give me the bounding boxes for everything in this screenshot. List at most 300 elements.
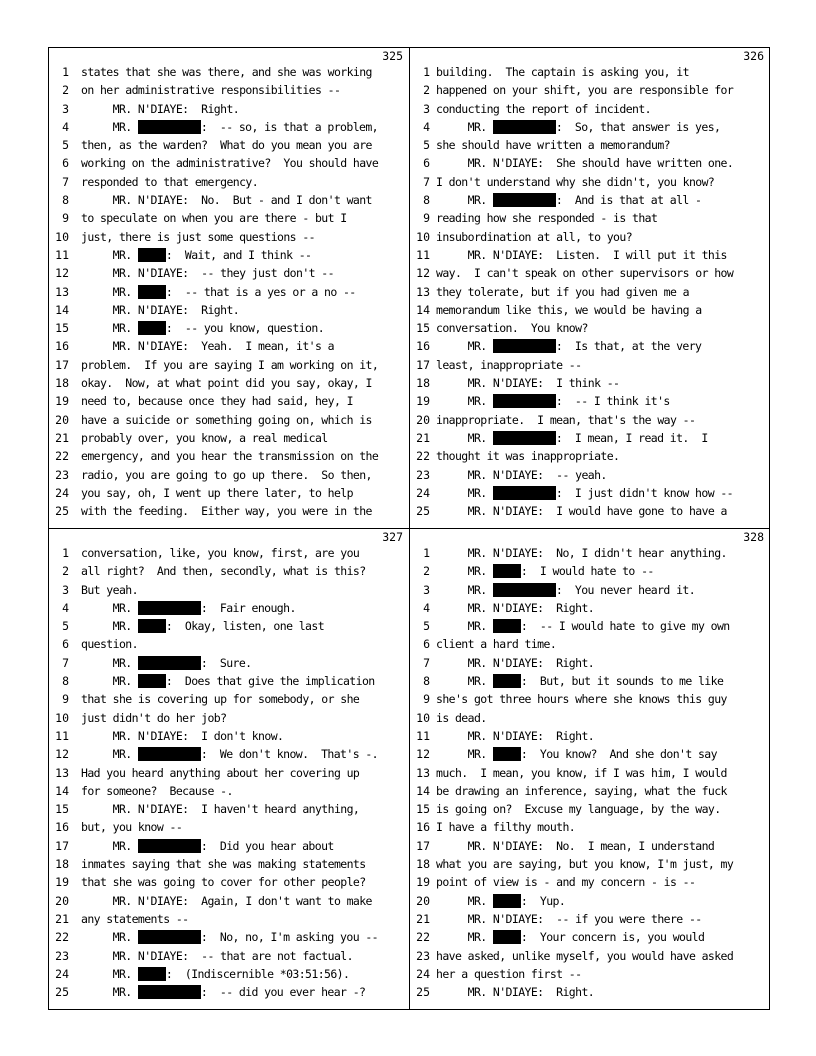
line-number: 8 <box>62 193 69 208</box>
line-text <box>436 617 730 635</box>
transcript-line <box>49 228 409 246</box>
line-text: all right? And then, secondly, what is this? <box>81 564 366 579</box>
transcript-line <box>49 782 409 800</box>
line-remainder: : -- that is a yes or a no -- <box>165 284 356 299</box>
transcript-line <box>410 709 770 727</box>
line-number: 10 <box>416 229 430 244</box>
line-text: MR. N'DIAYE: Right. <box>81 302 240 317</box>
redaction-bar <box>138 656 201 670</box>
line-number: 1 <box>423 65 430 79</box>
redaction-bar <box>138 839 201 853</box>
line-text: MR. N'DIAYE: No, I didn't hear anything. <box>436 546 727 560</box>
line-number: 13 <box>416 765 430 780</box>
line-number: 20 <box>416 412 430 427</box>
line-number: 18 <box>416 857 430 872</box>
line-text: is going on? Excuse my language, by the way. <box>436 802 721 817</box>
line-text: just didn't do her job? <box>81 710 227 725</box>
line-text <box>81 654 252 672</box>
line-text: conversation. You know? <box>436 321 588 336</box>
line-text: I don't understand why she didn't, you know? <box>436 174 715 189</box>
transcript-line <box>49 411 409 429</box>
line-number: 19 <box>55 875 69 890</box>
line-text: have a suicide or something going on, which is <box>81 412 372 427</box>
page-number: 325 <box>382 49 403 63</box>
line-text <box>81 983 365 1001</box>
line-number: 2 <box>62 83 69 98</box>
redaction-bar <box>493 747 521 761</box>
line-text: MR. N'DIAYE: I don't know. <box>81 728 284 743</box>
line-remainder: : Did you hear about <box>200 838 334 853</box>
speaker-prefix: MR. <box>81 985 138 1000</box>
transcript-line <box>49 392 409 410</box>
line-text: MR. N'DIAYE: Right. <box>436 985 595 1000</box>
transcript-page-328 <box>410 529 770 1009</box>
line-remainder: : You know? And she don't say <box>520 747 717 762</box>
speaker-prefix: MR. <box>436 674 493 689</box>
line-text: on her administrative responsibilities -- <box>81 83 341 98</box>
transcript-line <box>49 617 409 635</box>
line-remainder: : Fair enough. <box>200 600 296 615</box>
line-number: 14 <box>416 302 430 317</box>
redaction-bar <box>493 564 521 578</box>
line-number: 18 <box>55 857 69 872</box>
speaker-prefix: MR. <box>81 674 138 689</box>
line-text: any statements -- <box>81 911 189 926</box>
line-text: MR. N'DIAYE: I haven't heard anything, <box>81 802 360 817</box>
line-text: reading how she responded - is that <box>436 211 658 226</box>
transcript-line <box>49 136 409 154</box>
line-text: that she is covering up for somebody, or she <box>81 692 360 707</box>
transcript-line <box>410 118 770 136</box>
line-text <box>81 319 324 337</box>
line-number: 23 <box>416 467 430 482</box>
redaction-bar <box>493 674 521 688</box>
line-text: responded to that emergency. <box>81 174 259 189</box>
redaction-bar <box>493 930 521 944</box>
line-text: her a question first -- <box>436 966 582 981</box>
line-text: need to, because once they had said, hey, I <box>81 394 353 409</box>
line-number: 23 <box>55 948 69 963</box>
transcript-line <box>410 228 770 246</box>
transcript-page-325 <box>49 48 409 528</box>
redaction-bar <box>493 339 556 353</box>
transcript-line <box>49 764 409 782</box>
line-text: I have a filthy mouth. <box>436 820 576 835</box>
transcript-line <box>49 173 409 191</box>
speaker-prefix: MR. <box>81 619 138 634</box>
transcript-line <box>49 319 409 337</box>
transcript-line <box>410 447 770 465</box>
line-text: conversation, like, you know, first, are you <box>81 546 360 560</box>
line-text: MR. N'DIAYE: I think -- <box>436 376 620 391</box>
transcript-line <box>410 100 770 118</box>
speaker-prefix: MR. <box>436 619 493 634</box>
transcript-line <box>49 81 409 99</box>
line-text: MR. N'DIAYE: No. I mean, I understand <box>436 838 715 853</box>
speaker-prefix: MR. <box>81 838 138 853</box>
transcript-line <box>410 191 770 209</box>
transcript-line <box>410 154 770 172</box>
line-number: 9 <box>62 211 69 226</box>
transcript-line <box>410 392 770 410</box>
transcript-line <box>410 466 770 484</box>
transcript-line <box>49 466 409 484</box>
transcript-page-326 <box>410 48 770 528</box>
transcript-line <box>410 782 770 800</box>
transcript-line <box>49 484 409 502</box>
line-number: 7 <box>62 174 69 189</box>
line-text <box>436 892 565 910</box>
line-text <box>436 392 670 410</box>
line-remainder: : No, no, I'm asking you -- <box>200 930 378 945</box>
page-number: 327 <box>382 530 403 544</box>
transcript-line <box>410 690 770 708</box>
line-text: Had you heard anything about her covering up <box>81 765 360 780</box>
line-number: 12 <box>55 747 69 762</box>
page-number: 326 <box>743 49 764 63</box>
transcript-line <box>410 837 770 855</box>
line-remainder: : Yup. <box>520 893 566 908</box>
transcript-line <box>49 983 409 1001</box>
line-number: 5 <box>62 138 69 153</box>
line-number: 23 <box>416 948 430 963</box>
transcript-line <box>49 209 409 227</box>
line-text: MR. N'DIAYE: No. But - and I don't want <box>81 193 372 208</box>
transcript-line <box>410 855 770 873</box>
line-number: 14 <box>55 783 69 798</box>
line-text: is dead. <box>436 710 487 725</box>
line-number: 20 <box>55 412 69 427</box>
transcript-line <box>410 654 770 672</box>
speaker-prefix: MR. <box>81 655 138 670</box>
transcript-line <box>410 209 770 227</box>
line-text: MR. N'DIAYE: Right. <box>436 728 595 743</box>
line-text <box>436 745 717 763</box>
line-text: client a hard time. <box>436 637 557 652</box>
transcript-sheet <box>48 47 770 1010</box>
transcript-line <box>49 690 409 708</box>
line-number: 3 <box>423 101 430 116</box>
line-number: 3 <box>62 101 69 116</box>
line-number: 21 <box>416 911 430 926</box>
line-number: 1 <box>62 65 69 79</box>
line-text: states that she was there, and she was working <box>81 65 372 79</box>
redaction-bar <box>493 486 556 500</box>
line-number: 2 <box>423 564 430 579</box>
line-number: 2 <box>62 564 69 579</box>
speaker-prefix: MR. <box>436 339 493 354</box>
line-text: way. I can't speak on other supervisors or how <box>436 266 734 281</box>
line-number: 12 <box>55 266 69 281</box>
line-text: MR. N'DIAYE: -- that are not factual. <box>81 948 353 963</box>
line-number: 7 <box>423 655 430 670</box>
transcript-line <box>49 374 409 392</box>
line-number: 19 <box>416 875 430 890</box>
redaction-bar <box>138 285 166 299</box>
speaker-prefix: MR. <box>81 247 138 262</box>
transcript-line <box>49 672 409 690</box>
line-number: 22 <box>55 449 69 464</box>
line-text <box>81 246 311 264</box>
line-text <box>436 191 701 209</box>
transcript-line <box>410 947 770 965</box>
speaker-prefix: MR. <box>436 582 493 597</box>
line-number: 4 <box>423 119 430 134</box>
transcript-line <box>49 356 409 374</box>
line-number: 21 <box>55 430 69 445</box>
speaker-prefix: MR. <box>81 600 138 615</box>
line-text: she should have written a memorandum? <box>436 138 670 153</box>
transcript-line <box>410 635 770 653</box>
transcript-line <box>49 873 409 891</box>
line-number: 8 <box>62 674 69 689</box>
transcript-line <box>49 654 409 672</box>
line-number: 5 <box>423 138 430 153</box>
line-number: 22 <box>416 930 430 945</box>
line-number: 15 <box>55 802 69 817</box>
line-number: 10 <box>55 229 69 244</box>
line-text: MR. N'DIAYE: Right. <box>436 600 595 615</box>
line-text: for someone? Because -. <box>81 783 233 798</box>
line-remainder: : And is that at all - <box>555 193 702 208</box>
line-remainder: : (Indiscernible *03:51:56). <box>165 966 350 981</box>
transcript-line <box>49 544 409 562</box>
transcript-line <box>49 191 409 209</box>
line-number: 6 <box>423 637 430 652</box>
speaker-prefix: MR. <box>436 394 493 409</box>
transcript-line <box>49 502 409 520</box>
line-text: much. I mean, you know, if I was him, I would <box>436 765 727 780</box>
transcript-line <box>49 599 409 617</box>
line-text: point of view is - and my concern - is -- <box>436 875 696 890</box>
line-number: 13 <box>55 284 69 299</box>
line-number: 24 <box>416 485 430 500</box>
transcript-line <box>410 873 770 891</box>
transcript-line <box>49 429 409 447</box>
line-remainder: : You never heard it. <box>555 582 696 597</box>
line-text: MR. N'DIAYE: Listen. I will put it this <box>436 247 727 262</box>
line-remainder: : I mean, I read it. I <box>555 430 708 445</box>
transcript-line <box>410 264 770 282</box>
transcript-line <box>410 581 770 599</box>
transcript-line <box>410 892 770 910</box>
line-text: you say, oh, I went up there later, to help <box>81 485 353 500</box>
line-number: 10 <box>416 710 430 725</box>
transcript-line <box>49 100 409 118</box>
line-text <box>436 562 654 580</box>
line-remainder: : -- I think it's <box>555 394 670 409</box>
line-text: MR. N'DIAYE: Right. <box>81 101 240 116</box>
line-text <box>81 617 324 635</box>
transcript-lines <box>410 63 770 520</box>
line-text: to speculate on when you are there - but I <box>81 211 347 226</box>
speaker-prefix: MR. <box>436 485 493 500</box>
line-remainder: : -- you know, question. <box>165 321 325 336</box>
line-number: 8 <box>423 674 430 689</box>
redaction-bar <box>138 930 201 944</box>
transcript-line <box>49 727 409 745</box>
transcript-lines <box>410 544 770 1001</box>
line-remainder: : Sure. <box>200 655 252 670</box>
speaker-prefix: MR. <box>81 321 138 336</box>
line-number: 11 <box>416 247 430 262</box>
transcript-lines <box>49 544 409 1001</box>
line-remainder: : Does that give the implication <box>165 674 375 689</box>
speaker-prefix: MR. <box>81 119 138 134</box>
transcript-line <box>49 246 409 264</box>
line-number: 25 <box>55 985 69 1000</box>
line-text: problem. If you are saying I am working on it, <box>81 357 379 372</box>
line-number: 16 <box>416 820 430 835</box>
line-remainder: : Your concern is, you would <box>520 930 705 945</box>
transcript-line <box>410 928 770 946</box>
transcript-line <box>49 63 409 81</box>
redaction-bar <box>493 619 521 633</box>
transcript-line <box>49 818 409 836</box>
speaker-prefix: MR. <box>436 893 493 908</box>
line-text: MR. N'DIAYE: Right. <box>436 655 595 670</box>
line-text: But yeah. <box>81 582 138 597</box>
line-remainder: : -- so, is that a problem, <box>200 119 378 134</box>
line-remainder: : I would hate to -- <box>520 564 654 579</box>
line-number: 8 <box>423 193 430 208</box>
line-text: then, as the warden? What do you mean you are <box>81 138 372 153</box>
line-number: 11 <box>416 728 430 743</box>
line-number: 14 <box>416 783 430 798</box>
line-number: 13 <box>55 765 69 780</box>
transcript-line <box>410 818 770 836</box>
speaker-prefix: MR. <box>436 430 493 445</box>
speaker-prefix: MR. <box>81 930 138 945</box>
line-number: 11 <box>55 247 69 262</box>
redaction-bar <box>138 601 201 615</box>
line-number: 4 <box>423 600 430 615</box>
line-number: 6 <box>62 637 69 652</box>
line-text <box>436 928 704 946</box>
line-number: 16 <box>416 339 430 354</box>
line-text: MR. N'DIAYE: I would have gone to have a <box>436 504 727 519</box>
line-remainder: : Okay, listen, one last <box>165 619 325 634</box>
transcript-lines <box>49 63 409 520</box>
line-number: 3 <box>62 582 69 597</box>
line-text <box>436 429 708 447</box>
transcript-line <box>49 283 409 301</box>
line-remainder: : But, but it sounds to me like <box>520 674 724 689</box>
redaction-bar <box>138 747 201 761</box>
line-text: probably over, you know, a real medical <box>81 430 328 445</box>
line-number: 4 <box>62 600 69 615</box>
line-number: 23 <box>55 467 69 482</box>
line-text: MR. N'DIAYE: -- yeah. <box>436 467 607 482</box>
line-remainder: : Is that, at the very <box>555 339 702 354</box>
speaker-prefix: MR. <box>436 747 493 762</box>
speaker-prefix: MR. <box>436 564 493 579</box>
line-text: that she was going to cover for other people? <box>81 875 366 890</box>
line-text: have asked, unlike myself, you would have asked <box>436 948 734 963</box>
line-number: 18 <box>416 376 430 391</box>
line-number: 25 <box>416 504 430 519</box>
transcript-line <box>410 727 770 745</box>
transcript-line <box>410 246 770 264</box>
line-number: 15 <box>55 321 69 336</box>
line-text <box>81 118 378 136</box>
line-text: but, you know -- <box>81 820 183 835</box>
line-number: 9 <box>423 211 430 226</box>
line-text: least, inappropriate -- <box>436 357 582 372</box>
line-text: just, there is just some questions -- <box>81 229 315 244</box>
line-number: 25 <box>416 985 430 1000</box>
transcript-line <box>49 947 409 965</box>
line-number: 15 <box>416 802 430 817</box>
line-number: 21 <box>55 911 69 926</box>
line-number: 16 <box>55 339 69 354</box>
line-text <box>81 599 296 617</box>
transcript-line <box>410 301 770 319</box>
line-text: she's got three hours where she knows this guy <box>436 692 727 707</box>
redaction-bar <box>138 674 166 688</box>
transcript-line <box>410 484 770 502</box>
line-text <box>81 283 356 301</box>
transcript-line <box>49 928 409 946</box>
line-number: 11 <box>55 728 69 743</box>
line-number: 15 <box>416 321 430 336</box>
line-number: 1 <box>423 546 430 560</box>
transcript-line <box>410 63 770 81</box>
line-text: working on the administrative? You should have <box>81 156 379 171</box>
transcript-line <box>49 635 409 653</box>
transcript-line <box>49 562 409 580</box>
transcript-line <box>410 672 770 690</box>
transcript-line <box>49 892 409 910</box>
line-text: MR. N'DIAYE: She should have written one. <box>436 156 734 171</box>
line-number: 17 <box>416 357 430 372</box>
transcript-line <box>410 965 770 983</box>
line-text <box>81 965 349 983</box>
line-number: 20 <box>416 893 430 908</box>
line-number: 1 <box>62 546 69 560</box>
page-number: 328 <box>743 530 764 544</box>
line-text: MR. N'DIAYE: -- they just don't -- <box>81 266 334 281</box>
line-number: 5 <box>62 619 69 634</box>
line-number: 10 <box>55 710 69 725</box>
line-text: thought it was inappropriate. <box>436 449 620 464</box>
line-number: 21 <box>416 430 430 445</box>
line-number: 3 <box>423 582 430 597</box>
transcript-line <box>410 136 770 154</box>
line-text: MR. N'DIAYE: Yeah. I mean, it's a <box>81 339 334 354</box>
transcript-line <box>410 617 770 635</box>
speaker-prefix: MR. <box>81 284 138 299</box>
line-text <box>436 484 733 502</box>
line-number: 5 <box>423 619 430 634</box>
transcript-line <box>410 411 770 429</box>
redaction-bar <box>493 431 556 445</box>
transcript-line <box>410 81 770 99</box>
redaction-bar <box>493 193 556 207</box>
line-number: 20 <box>55 893 69 908</box>
line-number: 6 <box>62 156 69 171</box>
line-number: 25 <box>55 504 69 519</box>
transcript-line <box>410 374 770 392</box>
line-text: they tolerate, but if you had given me a <box>436 284 689 299</box>
transcript-line <box>49 581 409 599</box>
transcript-line <box>410 764 770 782</box>
transcript-line <box>49 301 409 319</box>
transcript-line <box>49 910 409 928</box>
speaker-prefix: MR. <box>436 119 493 134</box>
line-text <box>436 581 695 599</box>
transcript-line <box>410 745 770 763</box>
